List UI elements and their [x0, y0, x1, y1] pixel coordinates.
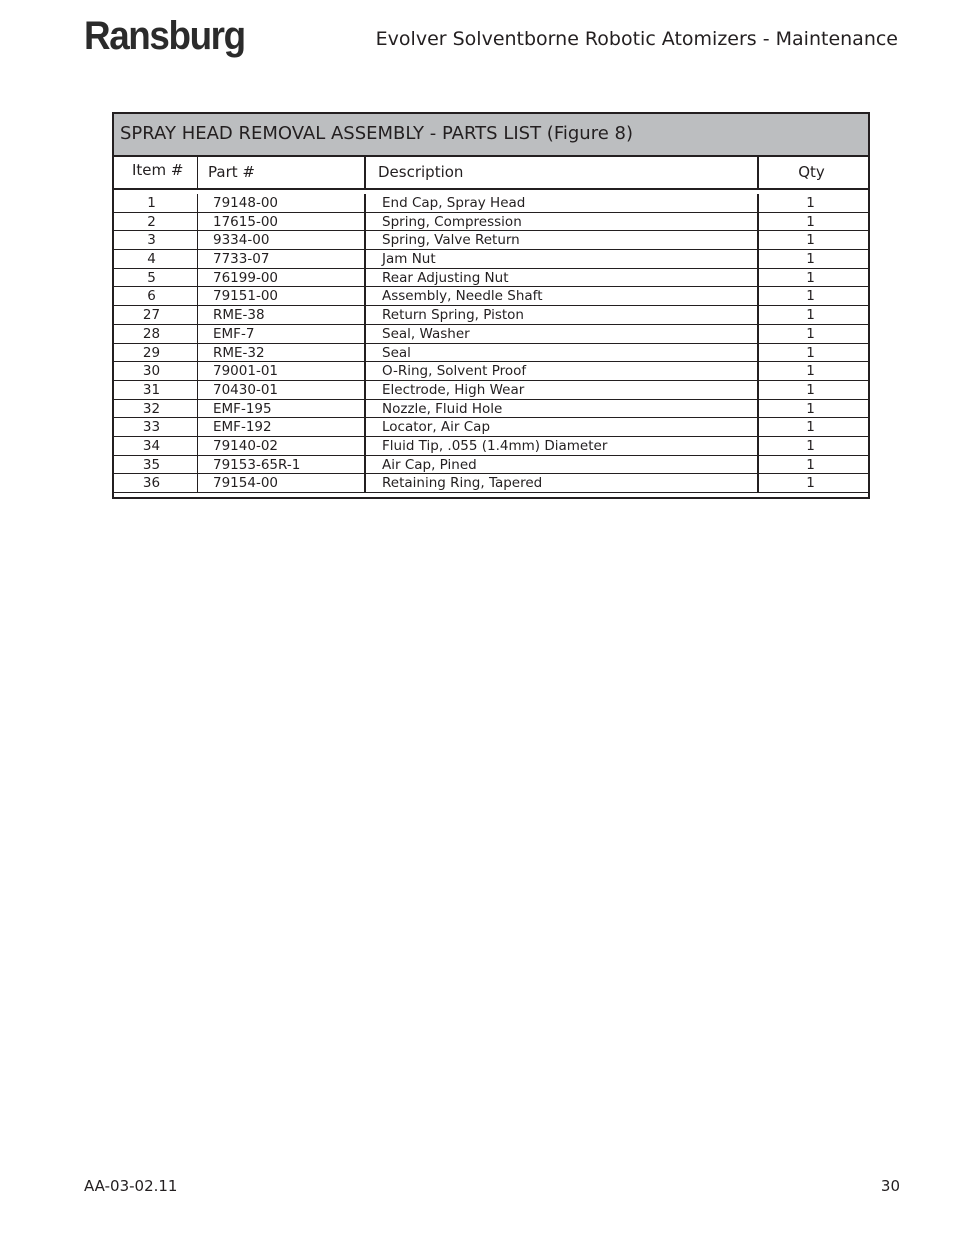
cell-description: Nozzle, Fluid Hole [366, 400, 759, 418]
cell-qty: 1 [806, 475, 815, 492]
footer-page-number: 30 [880, 1177, 900, 1195]
column-header-description: Description [366, 157, 759, 188]
table-row [114, 381, 868, 400]
cell-description: Rear Adjusting Nut [366, 269, 759, 287]
table-row [114, 269, 868, 288]
cell-item: 27 [114, 306, 198, 324]
cell-part-number: 76199-00 [198, 269, 366, 287]
cell-description: Retaining Ring, Tapered [366, 474, 759, 492]
cell-description: Return Spring, Piston [366, 306, 759, 324]
table-row [114, 231, 868, 250]
cell-item: 34 [114, 437, 198, 455]
cell-part-number: EMF-7 [198, 325, 366, 343]
table-bottom-spacer [114, 493, 868, 497]
column-header-qty: Qty [798, 163, 825, 181]
cell-description: Locator, Air Cap [366, 418, 759, 436]
cell-description: Spring, Compression [366, 213, 759, 231]
cell-qty: 1 [806, 400, 815, 417]
cell-description: Electrode, High Wear [366, 381, 759, 399]
table-row [114, 250, 868, 269]
cell-description: Spring, Valve Return [366, 231, 759, 249]
table-row [114, 362, 868, 381]
cell-part-number: 79140-02 [198, 437, 366, 455]
cell-qty: 1 [806, 232, 815, 249]
table-row [114, 194, 868, 213]
cell-item: 5 [114, 269, 198, 287]
cell-item: 32 [114, 400, 198, 418]
table-row [114, 418, 868, 437]
table-row [114, 344, 868, 363]
cell-description: Assembly, Needle Shaft [366, 287, 759, 305]
table-header-row [114, 157, 868, 190]
cell-part-number: 79148-00 [198, 194, 366, 212]
cell-qty: 1 [806, 213, 815, 230]
cell-description: Fluid Tip, .055 (1.4mm) Diameter [366, 437, 759, 455]
cell-qty: 1 [806, 381, 815, 398]
cell-qty: 1 [806, 251, 815, 268]
cell-description: End Cap, Spray Head [366, 194, 759, 212]
column-header-part: Part # [198, 157, 366, 188]
cell-item: 6 [114, 287, 198, 305]
table-row [114, 306, 868, 325]
cell-part-number: 70430-01 [198, 381, 366, 399]
ransburg-logo: Ransburg [84, 14, 245, 58]
table-row [114, 456, 868, 475]
cell-part-number: 79153-65R-1 [198, 456, 366, 474]
cell-qty: 1 [806, 456, 815, 473]
table-body [114, 190, 868, 497]
cell-part-number: 7733-07 [198, 250, 366, 268]
cell-item: 2 [114, 213, 198, 231]
table-row [114, 474, 868, 493]
cell-description: Air Cap, Pined [366, 456, 759, 474]
cell-qty: 1 [806, 344, 815, 361]
column-header-item: Item # [114, 157, 198, 188]
parts-list-table [112, 112, 870, 499]
cell-part-number: RME-38 [198, 306, 366, 324]
table-row [114, 287, 868, 306]
footer-doc-number: AA-03-02.11 [84, 1177, 178, 1195]
cell-part-number: 79151-00 [198, 287, 366, 305]
cell-description: Seal, Washer [366, 325, 759, 343]
cell-qty: 1 [806, 307, 815, 324]
cell-qty: 1 [806, 363, 815, 380]
cell-qty: 1 [806, 325, 815, 342]
cell-item: 35 [114, 456, 198, 474]
table-row [114, 437, 868, 456]
cell-qty: 1 [806, 269, 815, 286]
table-row [114, 213, 868, 232]
cell-item: 36 [114, 474, 198, 492]
cell-item: 31 [114, 381, 198, 399]
cell-qty: 1 [806, 419, 815, 436]
cell-item: 3 [114, 231, 198, 249]
cell-item: 28 [114, 325, 198, 343]
cell-item: 1 [114, 194, 198, 212]
cell-description: O-Ring, Solvent Proof [366, 362, 759, 380]
cell-part-number: 17615-00 [198, 213, 366, 231]
cell-qty: 1 [806, 437, 815, 454]
cell-item: 29 [114, 344, 198, 362]
cell-item: 30 [114, 362, 198, 380]
document-title: Evolver Solventborne Robotic Atomizers - Maintenance [375, 28, 898, 50]
table-row [114, 325, 868, 344]
cell-part-number: 79001-01 [198, 362, 366, 380]
cell-part-number: EMF-192 [198, 418, 366, 436]
cell-description: Jam Nut [366, 250, 759, 268]
cell-part-number: RME-32 [198, 344, 366, 362]
cell-qty: 1 [806, 288, 815, 305]
cell-qty: 1 [806, 195, 815, 211]
cell-description: Seal [366, 344, 759, 362]
cell-item: 4 [114, 250, 198, 268]
cell-item: 33 [114, 418, 198, 436]
cell-part-number: 79154-00 [198, 474, 366, 492]
cell-part-number: EMF-195 [198, 400, 366, 418]
table-caption: SPRAY HEAD REMOVAL ASSEMBLY - PARTS LIST (Figure 8) [114, 114, 868, 157]
table-row [114, 400, 868, 419]
cell-part-number: 9334-00 [198, 231, 366, 249]
